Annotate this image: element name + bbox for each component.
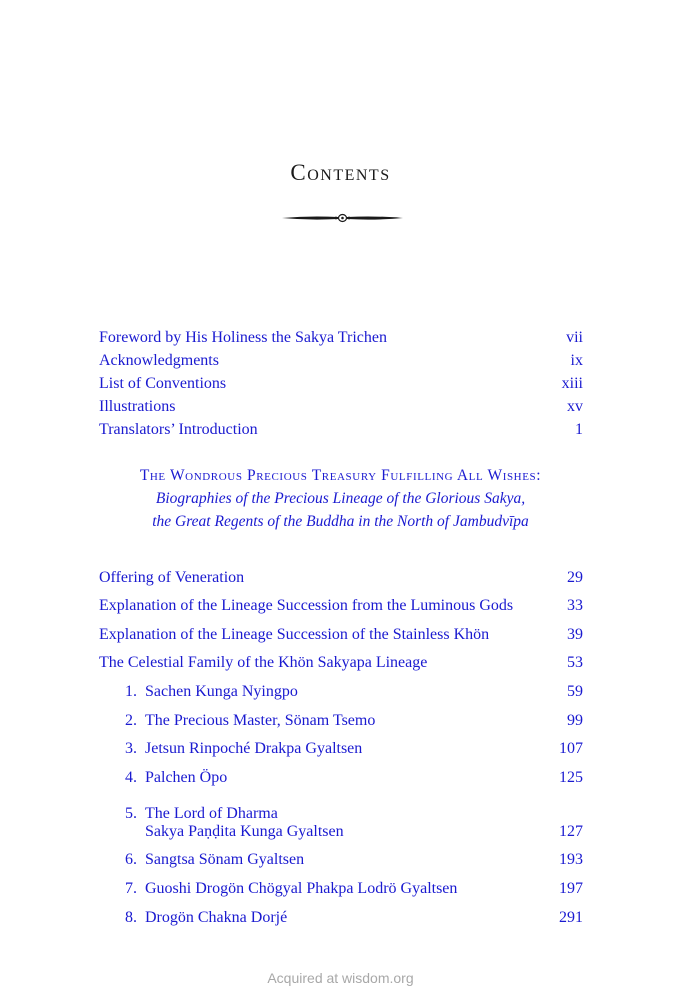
toc-entry-chapter[interactable] [99,587,583,616]
toc-entry-page[interactable]: 291 [559,908,583,926]
section-heading-subtitle[interactable]: Biographies of the Precious Lineage of the Glorious Sakya, [155,490,526,507]
toc-entry-subchapter[interactable] [99,789,583,841]
ornament-divider-icon [280,210,405,226]
toc-entry-page[interactable]: 33 [567,597,583,615]
toc-entry-number: 6. [125,851,137,869]
toc-entry-label[interactable]: Sachen Kunga Nyingpo [145,682,298,700]
chapter-list [99,558,583,927]
toc-entry-number: 3. [125,740,137,758]
watermark-footer: Acquired at wisdom.org [267,970,414,986]
toc-entry-chapter[interactable] [99,644,583,673]
toc-entry-page[interactable]: xiii [561,375,583,392]
toc-entry-label[interactable]: The Celestial Family of the Khön Sakyapa Lineage [99,654,428,672]
toc-entry-label-line2[interactable]: Sakya Paṇḍita Kunga Gyaltsen [145,822,344,840]
toc-entry-number: 5. [125,804,137,822]
toc-entry-page[interactable]: 29 [567,568,583,586]
toc-entry-subchapter[interactable] [99,730,583,759]
toc-entry-label[interactable]: The Lord of Dharma [145,804,278,822]
section-heading-title[interactable]: The Wondrous Precious Treasury Fulfilling All Wishes: [139,467,542,484]
toc-entry-label[interactable]: The Precious Master, Sönam Tsemo [145,711,376,729]
toc-entry-page[interactable]: 39 [567,625,583,643]
toc-entry-label[interactable]: Offering of Veneration [99,568,245,586]
toc-entry-number: 4. [125,768,137,786]
toc-entry-subchapter[interactable] [99,841,583,870]
toc-entry-label[interactable]: Illustrations [99,398,176,415]
toc-entry-label[interactable]: Acknowledgments [99,352,219,369]
toc-entry-subchapter[interactable] [99,672,583,701]
toc-entry-number: 7. [125,879,137,897]
toc-entry-page[interactable]: 125 [559,768,583,786]
toc-entry-page[interactable]: xv [567,398,583,415]
toc-entry-page[interactable]: 53 [567,654,583,672]
toc-entry-label[interactable]: Explanation of the Lineage Succession from the Luminous Gods [99,597,514,615]
toc-entry-subchapter[interactable] [99,701,583,730]
toc-entry-number: 1. [125,682,137,700]
toc-entry-page[interactable]: 127 [559,822,583,840]
toc-entry-illustrations[interactable] [99,398,583,421]
toc-entry-foreword[interactable] [99,329,583,352]
toc-entry-page[interactable]: 99 [567,711,583,729]
toc-entry-number: 2. [125,711,137,729]
toc-entry-page[interactable]: vii [566,329,583,346]
toc-entry-page[interactable]: 59 [567,682,583,700]
toc-entry-label[interactable]: Palchen Öpo [145,768,228,786]
section-heading-subtitle[interactable]: the Great Regents of the Buddha in the North of Jambudvīpa [152,513,529,530]
toc-entry-chapter[interactable] [99,558,583,587]
toc-entry-page[interactable]: ix [570,352,583,369]
section-heading[interactable] [0,467,681,536]
toc-entry-chapter[interactable] [99,615,583,644]
toc-entry-introduction[interactable] [99,421,583,444]
toc-entry-subchapter[interactable] [99,898,583,927]
toc-entry-label[interactable]: Guoshi Drogön Chögyal Phakpa Lodrö Gyaltsen [145,879,458,897]
toc-entry-label[interactable]: Foreword by His Holiness the Sakya Trichen [99,329,387,346]
toc-entry-page[interactable]: 107 [559,740,583,758]
front-matter-list [99,329,583,444]
toc-entry-label[interactable]: Sangtsa Sönam Gyaltsen [145,851,305,869]
toc-entry-page[interactable]: 197 [559,879,583,897]
toc-entry-page[interactable]: 193 [559,851,583,869]
toc-entry-label[interactable]: Explanation of the Lineage Succession of the Stainless Khön [99,625,490,643]
page-title: Contents [290,160,391,185]
toc-entry-page[interactable]: 1 [575,421,583,438]
toc-entry-label[interactable]: Jetsun Rinpoché Drakpa Gyaltsen [145,740,363,758]
toc-entry-acknowledgments[interactable] [99,352,583,375]
toc-entry-label[interactable]: Translators’ Introduction [99,421,258,438]
toc-entry-label[interactable]: Drogön Chakna Dorjé [145,908,288,926]
toc-entry-subchapter[interactable] [99,869,583,898]
toc-entry-label[interactable]: List of Conventions [99,375,227,392]
toc-entry-number: 8. [125,908,137,926]
toc-entry-subchapter[interactable] [99,758,583,787]
toc-entry-conventions[interactable] [99,375,583,398]
